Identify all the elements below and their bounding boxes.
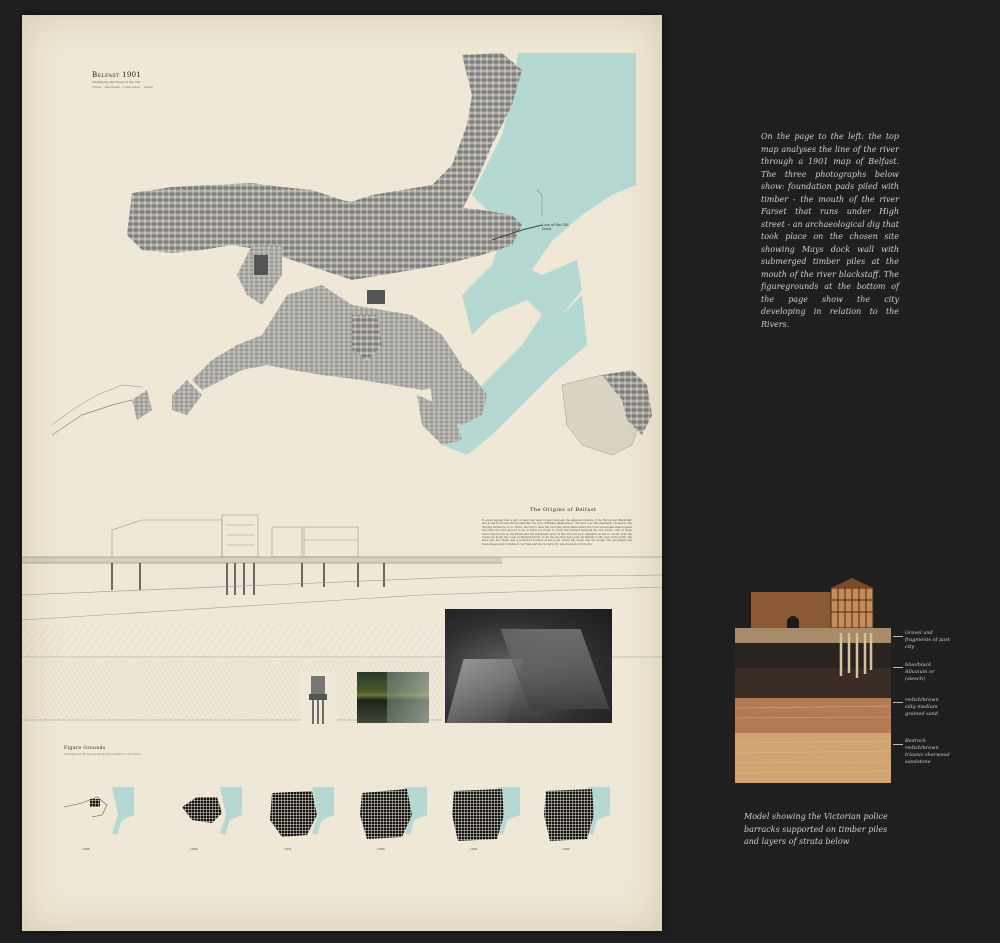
strata-label-gravel: Gravel and fragments of past city xyxy=(905,630,950,650)
origins-body: It would appear that a spit of sand had been formed between the adjacent mouths of the Farset and Blackstaff, and it was from this firm ground that the ford of Belfast (Bealfeirste), "the ford over the sandbank" crossed to the bulging foreshore of Co. Down. Second to later the low-lying mud plains where the town would take shape beside the river, the ford proved to be of value for traffic to cross the lowland between the two rivers. One of those rivers was known as the Farset and the settlement grew at the ford across it. Similarly on the Co. Down side, the roads ran along the coast at Ballymacarrett. In all the shortest sea route via Belfast to the rest of the north, the land rose and there was a protected location at the point where the rivers met the lough. The geography has been shaped and reclaimed over time and the modern city was founded on this site. xyxy=(482,519,632,546)
strata-leader xyxy=(893,744,903,745)
figure-grounds-row xyxy=(22,775,662,855)
strata-leader xyxy=(893,702,903,703)
figure-grounds-subtitle: Showing how the city has developed in relation to the rivers xyxy=(64,753,141,756)
strata-model-photo xyxy=(733,578,893,783)
figure-ground-1901 xyxy=(452,787,520,841)
figure-ground-year: 1821 xyxy=(284,847,292,851)
old-dock-label: Line of the Old Dock xyxy=(542,223,569,231)
figure-ground-1800 xyxy=(182,787,242,835)
strata-leader xyxy=(893,636,903,637)
figure-grounds-title: Figure Grounds xyxy=(64,746,106,751)
figure-ground-year: 1860 xyxy=(377,847,385,851)
origins-heading: The Origins of Belfast xyxy=(530,507,597,513)
poster-subtitle: Overlaying the rivers of the city xyxy=(92,80,141,84)
figure-ground-year: 1901 xyxy=(470,847,478,851)
strata-label-alluvium: blue/black Alluvium or (sleech) xyxy=(905,662,935,682)
figure-ground-year: 1685 xyxy=(82,847,90,851)
poster-subtitle-rivers: Farset · Blackstaff · Connswater · Lagan xyxy=(92,85,154,89)
figure-ground-1685 xyxy=(64,787,134,835)
figure-ground-1821 xyxy=(270,787,334,837)
strata-leader xyxy=(893,667,903,668)
farset-mouth-photo xyxy=(357,672,429,723)
poster-title: Belfast 1901 xyxy=(92,71,142,79)
strata-label-bedrock: Bedrock redish/brown triassic sherwood sandstone xyxy=(905,738,950,765)
figure-ground-1983 xyxy=(544,787,610,841)
archaeological-dig-photo xyxy=(445,609,612,723)
belfast-1901-map xyxy=(22,15,662,495)
figure-ground-1860 xyxy=(360,787,427,839)
foundation-pads-photo xyxy=(301,672,337,728)
figure-ground-year: 1800 xyxy=(190,847,198,851)
poster-description: On the page to the left: the top map analyses the line of the river through a 1901 map of Belfast. The three photographs below show: foundation pads piled with timber - the mouth of the river Farset that runs under High street - an archaeological dig that took place on the chosen site showing Mays dock wall with submerged timber piles at the mouth of the river blackstaff. The figuregrounds at the bottom of the page show the city developing in relation to the Rivers. xyxy=(761,132,899,329)
strata-label-sand: redish/brown silty medium grained sand xyxy=(905,697,939,717)
poster-sheet xyxy=(22,15,662,931)
figure-ground-year: 1983 xyxy=(562,847,570,851)
model-caption: Model showing the Victorian police barracks supported on timber piles and layers of strata below xyxy=(744,812,888,846)
